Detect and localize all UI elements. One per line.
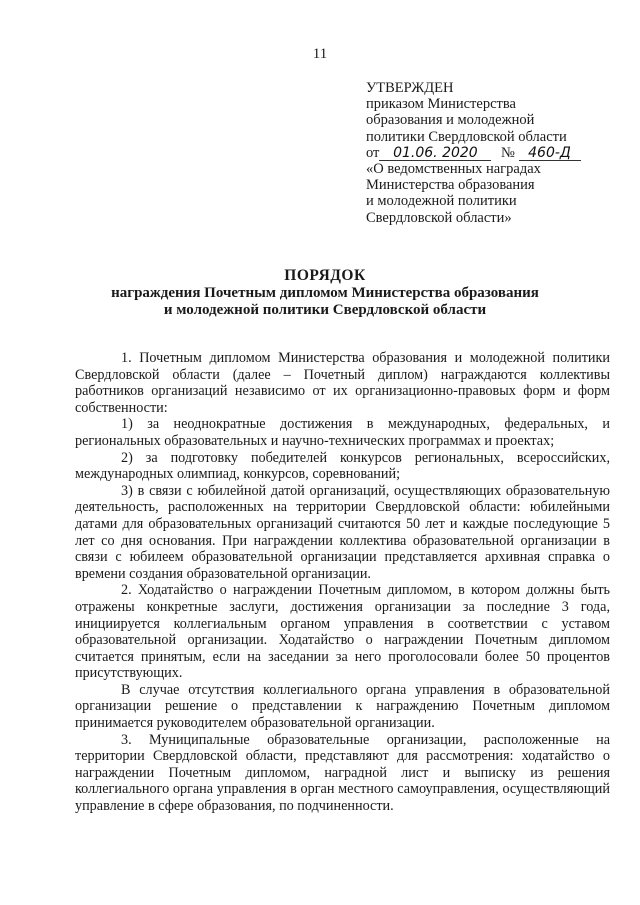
date-prefix: от (366, 144, 380, 161)
paragraph: 3) в связи с юбилейной датой организаций, осуществляющих образовательную деятельность, расположенных на территории Свердловской области: юбилейными датами для образовательных организаций считаются 50 лет и каждые последующие 5 лет со дня основания. При награждении коллектива образовательной организации в связи с юбилеем образовательной организации представляется архивная справка о времени создания образовательной организации. (75, 482, 610, 582)
approval-reference: «О ведомственных наградах (366, 161, 541, 177)
approval-line: политики Свердловской области (366, 128, 567, 145)
document-subtitle: награждения Почетным дипломом Министерства образования (111, 284, 539, 301)
document-subtitle: и молодежной политики Свердловской области (163, 302, 487, 318)
order-date-number-line (366, 145, 626, 161)
paragraph: 1) за неоднократные достижения в международных, федеральных, и региональных образовательных и научно-технических программах и проектах; (75, 416, 610, 449)
document-title: ПОРЯДОК (284, 267, 366, 284)
document-body (75, 350, 610, 815)
approval-heading: УТВЕРЖДЕН (366, 80, 454, 96)
number-prefix: № (501, 144, 515, 161)
approval-reference: Министерства образования (366, 177, 535, 194)
paragraph: 2) за подготовку победителей конкурсов региональных, всероссийских, международных олимпиад, конкурсов, соревнований; (75, 449, 610, 483)
approval-line: приказом Министерства (366, 96, 516, 113)
handwritten-date: 01.06. 2020 (379, 146, 491, 161)
approval-stamp-block (366, 80, 626, 226)
approval-reference: Свердловской области» (366, 209, 512, 226)
handwritten-number: 460-Д (519, 146, 581, 161)
document-title-block (70, 267, 580, 320)
approval-line: образования и молодежной (366, 112, 535, 129)
approval-reference: и молодежной политики (366, 193, 517, 210)
paragraph: 1. Почетным дипломом Министерства образования и молодежной политики Свердловской области (далее – Почетный диплом) награждаются коллективы работников организаций независимо от их организационно-правовых форм и форм собственности: (75, 350, 610, 416)
paragraph: В случае отсутствия коллегиального органа управления в образовательной организации решение о представлении к награждению Почетным дипломом принимается руководителем образовательной организации. (75, 681, 610, 732)
page-number: 11 (312, 46, 328, 62)
paragraph: 2. Ходатайство о награждении Почетным дипломом, в котором должны быть отражены конкретные заслуги, достижения организации за последние 3 года, инициируется коллегиальным органом управления в соответствии с уставом образовательной организации. Ходатайство о награждении Почетным дипломом считается принятым, если на заседании за него проголосовали более 50 процентов присутствующих. (75, 582, 610, 682)
paragraph: 3. Муниципальные образовательные организации, расположенные на территории Свердловской области, представляют для рассмотрения: ходатайство о награждении Почетным дипломом, наградной лист и выписку из решения коллегиального органа управления в орган местного самоуправления, осуществляющий управление в сфере образования, по подчиненности. (75, 731, 610, 815)
